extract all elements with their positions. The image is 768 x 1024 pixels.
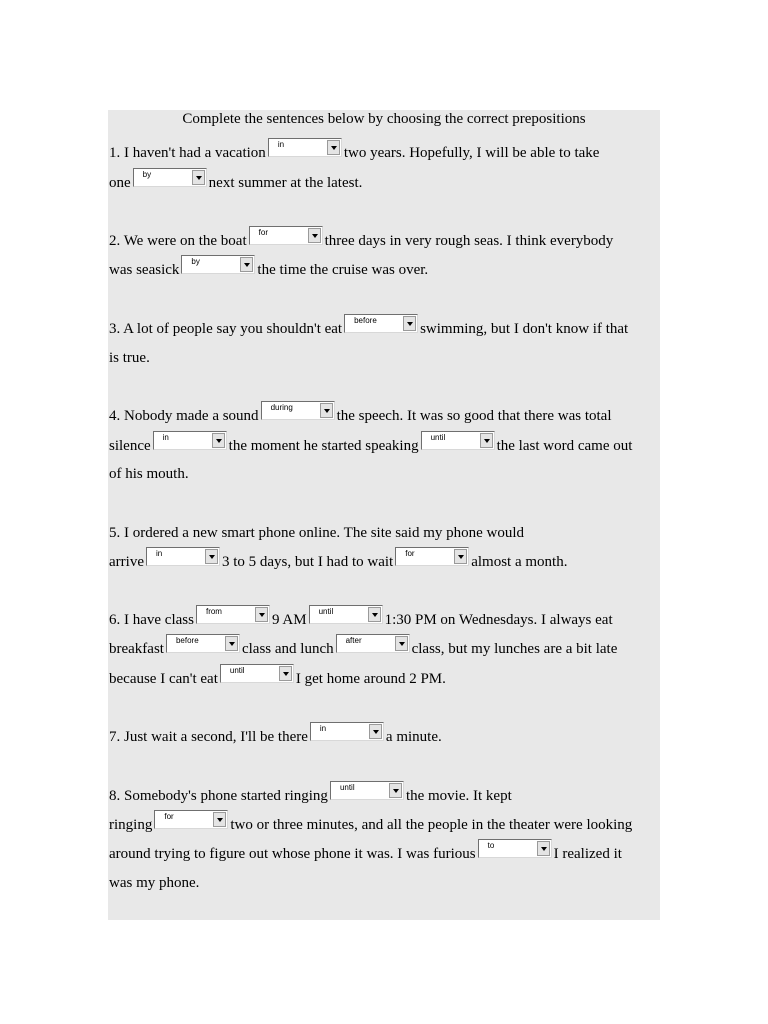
sentence-text: 1. I haven't had a vacation <box>109 145 266 161</box>
sentence-line <box>109 349 150 367</box>
dropdown-arrow-icon[interactable] <box>369 724 382 739</box>
dropdown-arrow-icon[interactable] <box>225 636 238 651</box>
sentence-text: 7. Just wait a second, I'll be there <box>109 729 308 745</box>
dropdown-selected-value: by <box>191 257 200 266</box>
sentence-text: the last word came out <box>496 438 633 454</box>
dropdown-selected-value: in <box>319 724 327 733</box>
sentence-line <box>109 607 613 629</box>
dropdown-arrow-icon[interactable] <box>192 170 205 185</box>
dropdown-selected-value: in <box>277 140 285 149</box>
preposition-dropdown[interactable] <box>146 547 220 566</box>
dropdown-selected-value: by <box>142 170 152 179</box>
sentence-text: arrive <box>109 554 144 570</box>
sentence-text: two or three minutes, and all the people in the theater were looking <box>230 817 633 833</box>
exercise-sheet <box>108 110 660 920</box>
dropdown-arrow-icon[interactable] <box>255 607 268 622</box>
dropdown-selected-value: until <box>229 666 245 675</box>
sentence-line <box>109 316 629 338</box>
exercise-title: Complete the sentences below by choosing the correct prepositions <box>182 111 586 127</box>
sentence-text: I realized it <box>553 846 622 862</box>
sentence-text: I get home around 2 PM. <box>295 671 446 687</box>
sentence-line <box>109 257 429 279</box>
dropdown-arrow-icon[interactable] <box>537 841 550 856</box>
preposition-dropdown[interactable] <box>478 839 552 858</box>
sentence-text: almost a month. <box>471 554 568 570</box>
dropdown-arrow-icon[interactable] <box>212 433 225 448</box>
sentence-line <box>109 433 633 455</box>
sentence-line <box>109 636 618 658</box>
dropdown-selected-value: in <box>162 433 169 442</box>
preposition-dropdown[interactable] <box>395 547 469 566</box>
sentence-text: swimming, but I don't know if that <box>420 321 629 337</box>
dropdown-selected-value: until <box>318 607 334 616</box>
dropdown-arrow-icon[interactable] <box>213 812 226 827</box>
sentence-text: ringing <box>109 817 153 833</box>
sentence-text: class and lunch <box>241 641 334 657</box>
sentence-text: 2. We were on the boat <box>109 233 247 249</box>
sentence-line <box>109 170 363 192</box>
sentence-line <box>109 724 442 746</box>
preposition-dropdown[interactable] <box>344 314 418 333</box>
sentence-text: the time the cruise was over. <box>257 262 429 278</box>
dropdown-selected-value: for <box>405 549 415 558</box>
preposition-dropdown[interactable] <box>310 722 384 741</box>
dropdown-arrow-icon[interactable] <box>279 666 292 681</box>
sentence-text: 1:30 PM on Wednesdays. I always eat <box>384 612 613 628</box>
sentence-line <box>109 403 612 425</box>
dropdown-arrow-icon[interactable] <box>403 316 416 331</box>
preposition-dropdown[interactable] <box>153 431 227 450</box>
sentence-text: because I can't eat <box>109 671 218 687</box>
sentence-text: is true. <box>109 350 150 366</box>
dropdown-selected-value: during <box>270 403 293 412</box>
dropdown-selected-value: for <box>164 812 174 821</box>
dropdown-arrow-icon[interactable] <box>480 433 493 448</box>
sentence-text: 5. I ordered a new smart phone online. The site said my phone would <box>109 525 525 541</box>
preposition-dropdown[interactable] <box>309 605 383 624</box>
sentence-text: was seasick <box>109 262 180 278</box>
preposition-dropdown[interactable] <box>249 226 323 245</box>
sentence-line <box>109 874 199 892</box>
sentence-text: 4. Nobody made a sound <box>109 408 259 424</box>
sentence-text: breakfast <box>109 641 164 657</box>
dropdown-selected-value: before <box>175 636 199 645</box>
preposition-dropdown[interactable] <box>181 255 255 274</box>
dropdown-selected-value: to <box>487 841 495 850</box>
sentence-text: class, but my lunches are a bit late <box>411 641 618 657</box>
dropdown-arrow-icon[interactable] <box>454 549 467 564</box>
sentence-line <box>109 140 600 162</box>
sentence-text: the movie. It kept <box>405 788 512 804</box>
dropdown-arrow-icon[interactable] <box>395 636 408 651</box>
sentence-text: two years. Hopefully, I will be able to take <box>343 145 600 161</box>
preposition-dropdown[interactable] <box>261 401 335 420</box>
preposition-dropdown[interactable] <box>133 168 207 187</box>
dropdown-selected-value: before <box>354 316 377 325</box>
sentence-line <box>109 228 614 250</box>
sentence-text: a minute. <box>385 729 442 745</box>
preposition-dropdown[interactable] <box>196 605 270 624</box>
sentence-line <box>109 666 446 688</box>
preposition-dropdown[interactable] <box>268 138 342 157</box>
sentence-line <box>109 549 568 571</box>
dropdown-selected-value: after <box>345 636 362 645</box>
sentence-text: 3 to 5 days, but I had to wait <box>221 554 394 570</box>
sentence-text: of his mouth. <box>109 466 189 482</box>
sentence-text: 8. Somebody's phone started ringing <box>109 788 328 804</box>
sentence-text: around trying to figure out whose phone it was. I was furious <box>109 846 476 862</box>
dropdown-arrow-icon[interactable] <box>389 783 402 798</box>
dropdown-selected-value: until <box>339 783 355 792</box>
sentence-text: the speech. It was so good that there was total <box>336 408 612 424</box>
dropdown-arrow-icon[interactable] <box>308 228 321 243</box>
dropdown-selected-value: until <box>430 433 446 442</box>
sentence-text: next summer at the latest. <box>208 175 363 191</box>
sentence-text: the moment he started speaking <box>228 438 419 454</box>
dropdown-selected-value: for <box>258 228 268 237</box>
sentence-line <box>109 524 524 542</box>
sentence-text: 9 AM <box>271 612 307 628</box>
preposition-dropdown[interactable] <box>154 810 228 829</box>
preposition-dropdown[interactable] <box>421 431 495 450</box>
preposition-dropdown[interactable] <box>336 634 410 653</box>
dropdown-arrow-icon[interactable] <box>205 549 218 564</box>
dropdown-arrow-icon[interactable] <box>240 257 253 272</box>
sentence-text: 6. I have class <box>109 612 194 628</box>
sentence-line <box>109 465 189 483</box>
sentence-text: three days in very rough seas. I think everybody <box>324 233 614 249</box>
sentence-text: 3. A lot of people say you shouldn't eat <box>109 321 343 337</box>
sentence-line <box>109 812 633 834</box>
sentence-text: was my phone. <box>109 875 200 891</box>
dropdown-arrow-icon[interactable] <box>320 403 333 418</box>
preposition-dropdown[interactable] <box>166 634 240 653</box>
dropdown-arrow-icon[interactable] <box>327 140 340 155</box>
preposition-dropdown[interactable] <box>220 664 294 683</box>
preposition-dropdown[interactable] <box>330 781 404 800</box>
dropdown-arrow-icon[interactable] <box>368 607 381 622</box>
sentence-line <box>109 783 512 805</box>
dropdown-selected-value: from <box>205 607 222 616</box>
sentence-text: one <box>109 175 131 191</box>
sentence-text: silence <box>109 438 151 454</box>
sentence-line <box>109 841 622 863</box>
dropdown-selected-value: in <box>155 549 163 558</box>
